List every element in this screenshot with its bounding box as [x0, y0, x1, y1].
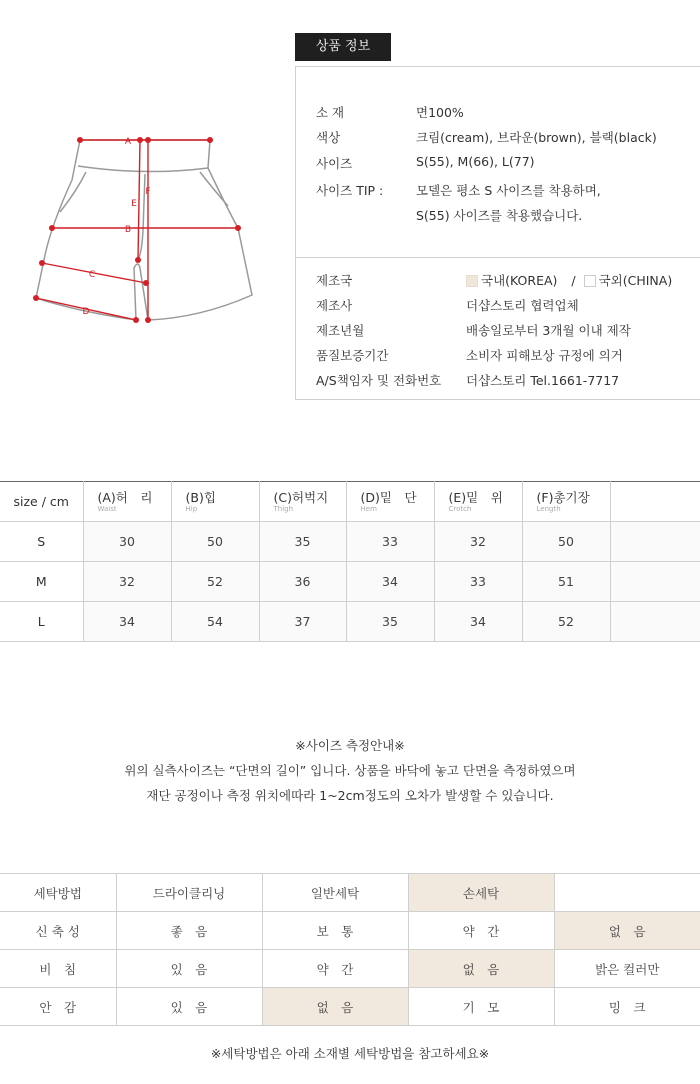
shorts-outline	[36, 140, 252, 320]
size-label: 사이즈	[316, 156, 353, 171]
size-l: L	[0, 602, 83, 642]
manufacture-date-value: 배송일로부터 3개월 이내 제작	[466, 323, 631, 338]
cell-blank	[610, 522, 700, 562]
cell: 52	[522, 602, 610, 642]
cell: 좋 음	[116, 912, 262, 950]
as-contact-value: 더샵스토리 Tel.1661-7717	[466, 373, 620, 388]
manufacturer-label: 제조사	[316, 298, 353, 313]
cell: 52	[171, 562, 259, 602]
size-corner-label: size / cm	[0, 482, 83, 522]
table-row	[0, 950, 700, 988]
cell: 밝은 컬러만	[554, 950, 700, 988]
manufacturer-value: 더샵스토리 협력업체	[466, 298, 579, 313]
table-row	[0, 874, 700, 912]
cell: 54	[171, 602, 259, 642]
cell-blank	[610, 602, 700, 642]
warranty-label: 품질보증기간	[316, 348, 389, 363]
china-label: 국외(CHINA)	[598, 273, 673, 288]
material-label: 소 재	[316, 105, 345, 120]
header-crotch: (E)밑 위 Crotch	[434, 482, 522, 522]
as-contact-label: A/S책임자 및 전화번호	[316, 373, 442, 388]
cell: 50	[171, 522, 259, 562]
label-b: B	[124, 225, 132, 235]
origin-label: 제조국	[316, 273, 353, 288]
cell: 34	[346, 562, 434, 602]
care-row-label: 비 침	[0, 950, 116, 988]
color-value: 크림(cream), 브라운(brown), 블랙(black)	[416, 130, 657, 145]
cell: 밍 크	[554, 988, 700, 1026]
cell-selected: 없 음	[408, 950, 554, 988]
manufacture-date-label: 제조년월	[316, 323, 365, 338]
korea-checkbox	[466, 275, 478, 287]
header-thigh: (C)허벅지 Thigh	[259, 482, 346, 522]
label-f: F	[145, 187, 151, 197]
table-row	[0, 912, 700, 950]
cell	[554, 874, 700, 912]
cell: 34	[434, 602, 522, 642]
header-length: (F)총기장 Length	[522, 482, 610, 522]
label-d: D	[82, 307, 90, 317]
care-row-label: 안 감	[0, 988, 116, 1026]
size-tip-label: 사이즈 TIP :	[316, 183, 384, 198]
care-table	[0, 873, 700, 1026]
cell: 일반세탁	[262, 874, 408, 912]
header-blank	[610, 482, 700, 522]
header-hem: (D)밑 단 Hem	[346, 482, 434, 522]
cell: 35	[259, 522, 346, 562]
cell: 34	[83, 602, 171, 642]
notice-line-1: 위의 실측사이즈는 “단면의 길이” 입니다. 상품을 바닥에 놓고 단면을 측정하였으며	[124, 763, 576, 778]
care-row-label: 신 축 성	[0, 912, 116, 950]
cell: 드라이클리닝	[116, 874, 262, 912]
footer-note: ※세탁방법은 아래 소재별 세탁방법을 참고하세요※	[210, 1046, 490, 1061]
size-s: S	[0, 522, 83, 562]
table-row	[0, 602, 700, 642]
size-tip-value-2: S(55) 사이즈를 착용했습니다.	[416, 208, 583, 223]
header-waist: (A)허 리 Waist	[83, 482, 171, 522]
color-label: 색상	[316, 130, 341, 145]
label-c: C	[88, 270, 96, 280]
size-tip-value: 모델은 평소 S 사이즈를 착용하며,	[416, 183, 601, 198]
cell: 33	[434, 562, 522, 602]
notice-title: ※사이즈 측정안내※	[295, 738, 405, 753]
cell: 51	[522, 562, 610, 602]
china-checkbox	[584, 275, 596, 287]
origin-options	[466, 271, 672, 289]
product-info-badge: 상품 정보	[295, 33, 391, 61]
product-info-box	[295, 66, 700, 258]
size-table	[0, 481, 700, 642]
size-table-header	[0, 482, 700, 522]
cell: 기 모	[408, 988, 554, 1026]
cell: 33	[346, 522, 434, 562]
cell: 32	[434, 522, 522, 562]
cell: 있 음	[116, 988, 262, 1026]
table-row	[0, 562, 700, 602]
cell: 50	[522, 522, 610, 562]
cell: 36	[259, 562, 346, 602]
manufacturer-info-box	[295, 258, 700, 400]
cell: 보 통	[262, 912, 408, 950]
header-hip: (B)힙 Hip	[171, 482, 259, 522]
cell: 약 간	[408, 912, 554, 950]
table-row	[0, 522, 700, 562]
cell: 있 음	[116, 950, 262, 988]
size-value: S(55), M(66), L(77)	[416, 154, 535, 169]
origin-separator: /	[571, 273, 576, 288]
korea-label: 국내(KOREA)	[481, 273, 558, 288]
notice-line-2: 재단 공정이나 측정 위치에따라 1~2cm정도의 오차가 발생할 수 있습니다.	[146, 788, 554, 803]
cell: 약 간	[262, 950, 408, 988]
shorts-measurement-diagram	[0, 120, 280, 340]
cell-selected: 없 음	[262, 988, 408, 1026]
warranty-value: 소비자 피해보상 규정에 의거	[466, 348, 623, 363]
cell-blank	[610, 562, 700, 602]
cell-selected: 없 음	[554, 912, 700, 950]
label-a: A	[124, 137, 132, 147]
care-row-label: 세탁방법	[0, 874, 116, 912]
table-row	[0, 988, 700, 1026]
label-e: E	[131, 199, 137, 209]
material-value: 면100%	[416, 105, 464, 120]
cell: 32	[83, 562, 171, 602]
cell: 37	[259, 602, 346, 642]
cell: 30	[83, 522, 171, 562]
size-m: M	[0, 562, 83, 602]
cell-selected: 손세탁	[408, 874, 554, 912]
cell: 35	[346, 602, 434, 642]
